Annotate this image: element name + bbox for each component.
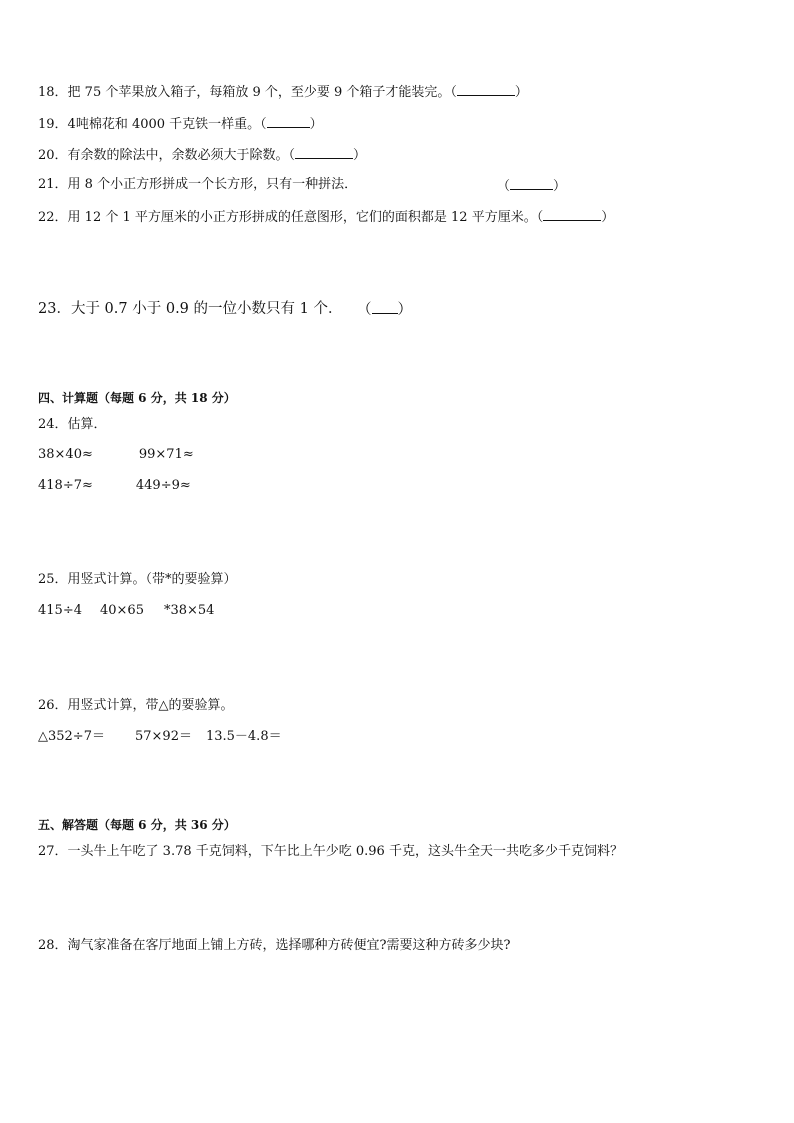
estimate-item: 99×71≈ [138,447,194,462]
calc-item: 40×65 [99,603,144,618]
estimate-item: 418÷7≈ [38,478,93,493]
question-21-answer [497,177,566,195]
question-26: 26．用竖式计算，带△的要验算。 [38,698,234,713]
question-23-answer [357,301,412,318]
question-20 [38,146,366,164]
question-19-close-paren: ） [309,117,323,132]
estimate-item: 38×40≈ [38,447,93,462]
calc-item: △352÷7＝ [38,729,105,744]
answer-blank-21[interactable] [510,177,553,190]
question-21-text: 21．用 8 个小正方形拼成一个长方形，只有一种拼法． [38,177,358,192]
question-27: 27．一头牛上午吃了 3.78 千克饲料，下午比上午少吃 0.96 千克，这头牛全天一共吃多少千克饲料？ [38,844,623,859]
question-23-close-paren: ） [397,302,412,318]
calc-item: *38×54 [163,603,215,618]
question-24: 24．估算． [38,417,107,432]
question-21 [38,177,357,193]
answer-blank-20[interactable] [295,146,353,159]
question-22-close-paren: ） [601,210,615,225]
answer-blank-19[interactable] [267,115,310,128]
question-21-close-paren: ） [553,179,567,194]
question-24-row-2 [38,478,191,494]
calc-item: 13.5－4.8＝ [205,729,282,744]
answer-blank-22[interactable] [543,208,601,221]
question-23-text: 23．大于 0.7 小于 0.9 的一位小数只有 1 个． [38,301,343,317]
question-22 [38,208,614,226]
question-26-items [38,729,282,745]
calc-item: 57×92＝ [134,729,192,744]
question-19 [38,115,323,133]
question-20-text: 20．有余数的除法中，余数必须大于除数。（ [38,148,296,163]
question-23 [38,301,342,317]
answer-blank-18[interactable] [457,83,515,96]
question-20-close-paren: ） [353,148,367,163]
question-19-text: 19．4吨棉花和 4000 千克铁一样重。（ [38,117,267,132]
question-22-text: 22．用 12 个 1 平方厘米的小正方形拼成的任意图形，它们的面积都是 12 平方厘米。（ [38,210,544,225]
question-21-open-paren: （ [497,179,511,194]
question-18 [38,83,528,101]
question-25: 25．用竖式计算。（带*的要验算） [38,572,237,587]
section-4-heading: 四、计算题（每题 6 分，共 18 分） [38,391,236,405]
question-23-open-paren: （ [357,302,372,318]
question-18-text: 18．把 75 个苹果放入箱子，每箱放 9 个，至少要 9 个箱子才能装完。（ [38,85,457,100]
question-18-close-paren: ） [514,85,528,100]
question-25-items [38,603,214,619]
answer-blank-23[interactable] [372,301,398,314]
section-5-heading: 五、解答题（每题 6 分，共 36 分） [38,818,236,832]
question-28: 28．淘气家准备在客厅地面上铺上方砖，选择哪种方砖便宜?需要这种方砖多少块? [38,938,511,953]
question-24-row-1 [38,447,194,463]
estimate-item: 449÷9≈ [135,478,191,493]
calc-item: 415÷4 [38,603,82,618]
